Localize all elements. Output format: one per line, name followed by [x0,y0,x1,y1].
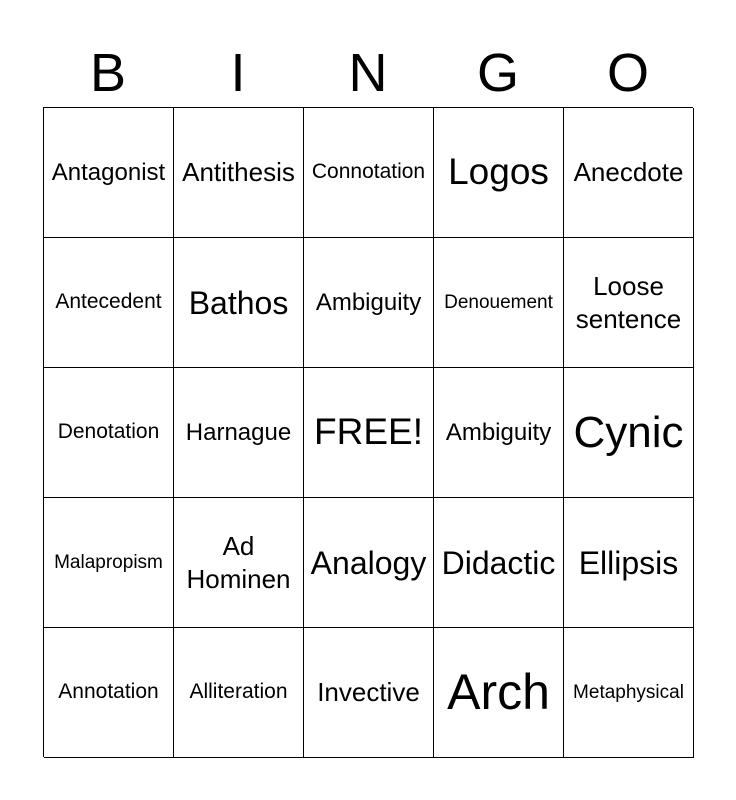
header-letter-g: G [476,43,519,103]
bingo-cell: Cynic [564,368,694,498]
bingo-cell: Harnague [174,368,304,498]
bingo-cell: Malapropism [44,498,174,628]
bingo-cell: Didactic [434,498,564,628]
bingo-cell: Ellipsis [564,498,694,628]
bingo-cell: Loose sentence [564,238,694,368]
bingo-cell: Ambiguity [304,238,434,368]
bingo-cell: Denotation [44,368,174,498]
bingo-board [43,107,693,757]
bingo-cell: Antagonist [44,108,174,238]
bingo-cell: Antecedent [44,238,174,368]
bingo-cell: Bathos [174,238,304,368]
bingo-cell: Invective [304,628,434,758]
bingo-cell: Anecdote [564,108,694,238]
bingo-cell: Denouement [434,238,564,368]
bingo-header [43,40,693,106]
bingo-cell: Ambiguity [434,368,564,498]
header-letter-n: N [348,43,388,103]
bingo-cell: Logos [434,108,564,238]
bingo-cell: Arch [434,628,564,758]
header-letter-b: B [89,43,127,103]
bingo-cell: Alliteration [174,628,304,758]
bingo-cell: Antithesis [174,108,304,238]
bingo-cell: Connotation [304,108,434,238]
bingo-cell: Analogy [304,498,434,628]
free-space-cell: FREE! [304,368,434,498]
bingo-cell: Annotation [44,628,174,758]
bingo-cell: Metaphysical [564,628,694,758]
header-letter-o: O [606,43,649,103]
header-letter-i: I [230,43,246,103]
bingo-cell: Ad Hominen [174,498,304,628]
